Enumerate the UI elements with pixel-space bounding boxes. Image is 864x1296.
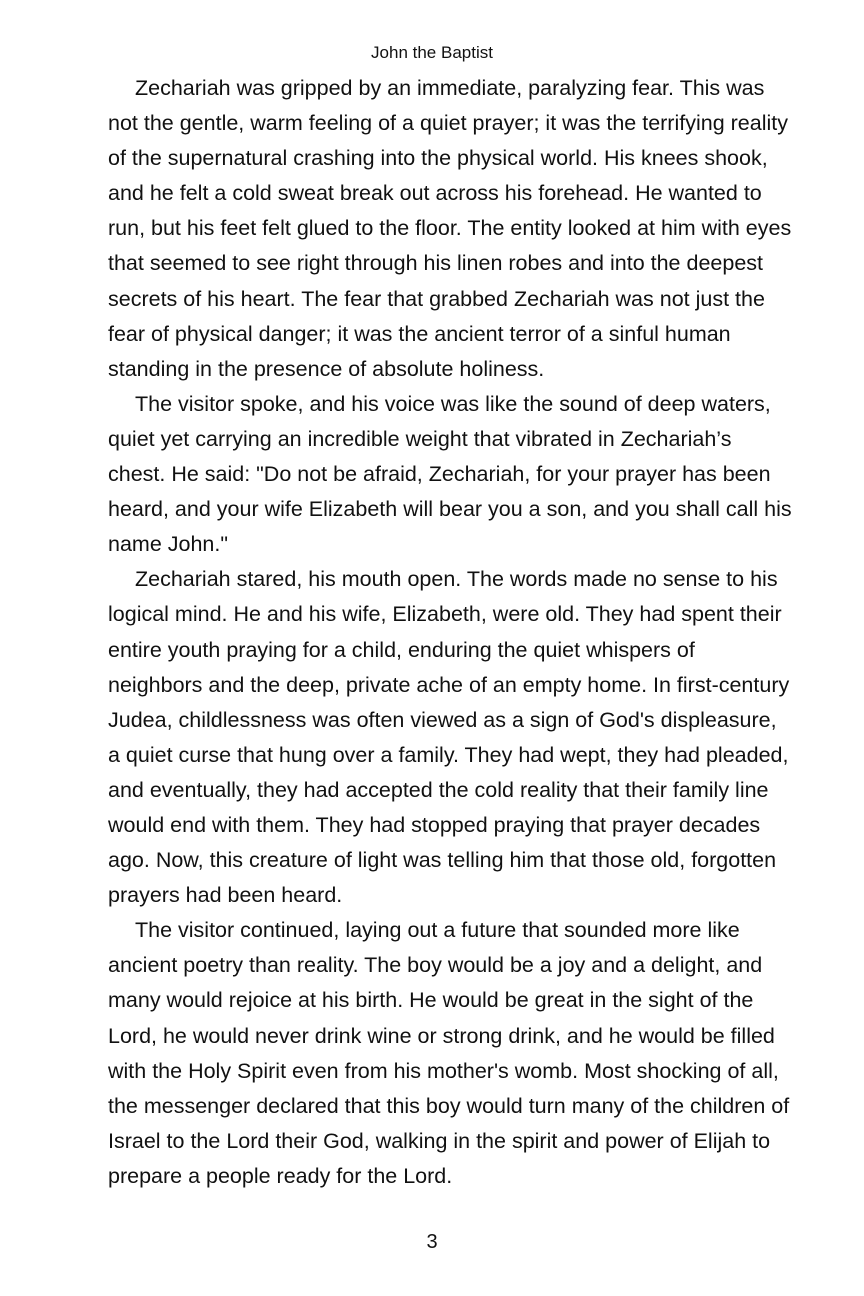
paragraph-2: The visitor spoke, and his voice was like the sound of deep waters, quiet yet carrying an incredible weight that vibrated in Zechariah’s chest. He said: "Do not be afraid, Zechariah, for your prayer has been heard, and your wife Elizabeth will bear you a son, and you shall call his name John.": [108, 391, 792, 557]
paragraph-1: Zechariah was gripped by an immediate, paralyzing fear. This was not the gentle, warm feeling of a quiet prayer; it was the terrifying reality of the supernatural crashing into the physical world. His knees shook, and he felt a cold sweat break out across his forehead. He wanted to run, but his feet felt glued to the floor. The entity looked at him with eyes that seemed to see right through his linen robes and into the deepest secrets of his heart. The fear that grabbed Zechariah was not just the fear of physical danger; it was the ancient terror of a sinful human standing in the presence of absolute holiness.: [108, 76, 792, 381]
paragraph-4: The visitor continued, laying out a future that sounded more like ancient poetry than reality. The boy would be a joy and a delight, and many would rejoice at his birth. He would be great in the sight of the Lord, he would never drink wine or strong drink, and he would be filled with the Holy Spirit even from his mother's womb. Most shocking of all, the messenger declared that this boy would turn many of the children of Israel to the Lord their God, walking in the spirit and power of Elijah to prepare a people ready for the Lord.: [108, 918, 790, 1188]
page-number: 3: [426, 1231, 438, 1253]
paragraph-3: Zechariah stared, his mouth open. The words made no sense to his logical mind. He and his wife, Elizabeth, were old. They had spent their entire youth praying for a child, enduring the quiet whispers of neighbors and the deep, private ache of an empty home. In first-century Judea, childlessness was often viewed as a sign of God's displeasure, a quiet curse that hung over a family. They had wept, they had pleaded, and eventually, they had accepted the cold reality that their family line would end with them. They had stopped praying that prayer decades ago. Now, this creature of light was telling him that those old, forgotten prayers had been heard.: [108, 567, 790, 908]
running-header: John the Baptist: [371, 43, 493, 62]
body-text: [108, 71, 794, 1194]
